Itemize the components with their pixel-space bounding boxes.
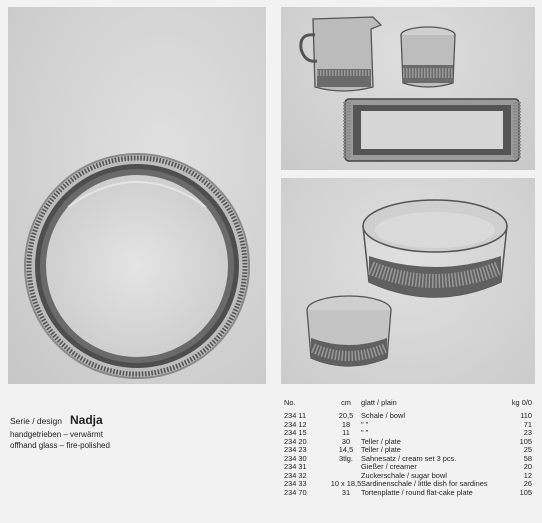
description-english: offhand glass – fire-polished [10,441,110,450]
series-caption [10,415,103,426]
header-cm: cm [341,398,351,407]
item-number: 234 15 [284,428,307,437]
design-name: Nadja [69,413,103,427]
creamer-set-image [281,7,535,170]
item-weight: 105 [519,436,532,446]
item-description: Teller / plate [361,445,401,454]
item-weight: 105 [519,487,532,497]
series-label: Serie / design [10,416,62,426]
item-description: " " [361,428,369,437]
item-weight: 20 [523,462,532,471]
item-size: 3tlg. [339,453,353,463]
item-size: 31 [341,487,351,497]
item-size: 10 x 18,5 [330,479,362,488]
item-description: Schale / bowl [361,411,405,420]
creamer-set-photo [281,7,535,170]
header-desc: glatt / plain [361,398,397,407]
item-size: 11 [342,428,350,437]
item-number: 234 31 [284,462,307,471]
item-description: Zuckerschale / sugar bowl [361,470,447,480]
bowls-photo [281,178,535,384]
plate-photo [8,7,266,384]
table-row [281,421,536,430]
item-weight: 110 [520,411,532,420]
item-description: Teller / plate [361,436,401,446]
item-number: 234 12 [284,419,307,429]
table-row [281,412,536,421]
item-weight: 25 [523,445,532,454]
item-weight: 23 [523,428,532,437]
description-german: handgetrieben – verwärmt [10,430,103,439]
item-weight: 26 [523,479,532,488]
header-no: No. [284,398,296,407]
table-row [281,438,536,447]
table-row [281,429,536,438]
item-description: Tortenplatte / round flat-cake plate [361,487,473,497]
item-number: 234 30 [284,453,307,463]
table-row [281,489,536,498]
item-number: 234 20 [284,436,307,446]
item-description: " " [361,419,369,429]
bowls-image [281,178,535,384]
item-weight: 58 [523,453,532,463]
round-plate-image [8,7,266,384]
item-description: Gießer / creamer [361,462,417,471]
header-kg: kg 0/0 [511,398,532,407]
item-number: 234 23 [284,445,307,454]
item-number: 234 11 [284,411,307,420]
item-weight: 71 [523,419,532,429]
item-size: 14,5 [338,445,354,454]
item-description: Sahnesatz / cream set 3 pcs. [361,453,457,463]
item-description: Sardinenschale / little dish for sardines [361,479,488,488]
item-size: 30 [341,436,351,446]
item-size: 18 [341,419,351,429]
item-weight: 12 [523,470,532,480]
item-size: 20,5 [338,411,354,420]
product-table [281,397,536,497]
item-number: 234 33 [284,479,307,488]
item-number: 234 32 [284,470,307,480]
item-number: 234 70 [284,487,307,497]
table-header [281,397,536,409]
